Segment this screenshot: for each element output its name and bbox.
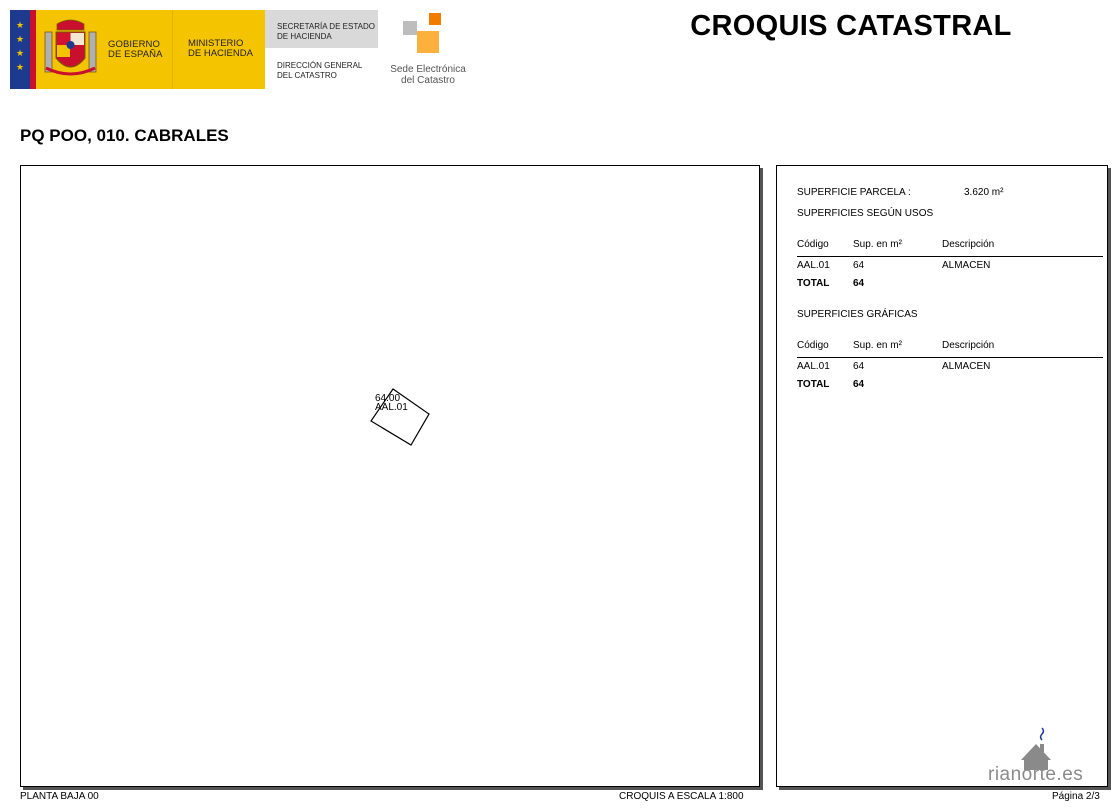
eu-flag-strip bbox=[10, 10, 30, 89]
gobierno-line2: DE ESPAÑA bbox=[108, 49, 163, 60]
direccion-line2: DEL CATASTRO bbox=[277, 71, 337, 80]
graficas-row-sup: 64 bbox=[853, 361, 865, 372]
coat-of-arms-icon bbox=[43, 18, 98, 82]
usos-header-sup: Sup. en m² bbox=[853, 239, 902, 250]
graficas-header-sup: Sup. en m² bbox=[853, 340, 902, 351]
usos-row-codigo: AAL.01 bbox=[797, 260, 830, 271]
graficas-header-desc: Descripción bbox=[942, 340, 995, 351]
parcel-surface-value: 3.620 m² bbox=[964, 187, 1004, 198]
sede-electronica-text bbox=[380, 64, 476, 86]
footer-scale: CROQUIS A ESCALA 1:800 bbox=[619, 791, 744, 802]
sede-line1: Sede Electrónica bbox=[390, 64, 466, 75]
usos-section-title: SUPERFICIES SEGÚN USOS bbox=[797, 208, 934, 219]
surface-info-panel bbox=[776, 165, 1108, 787]
sede-electronica-logo-icon bbox=[403, 13, 445, 55]
footer-floor: PLANTA BAJA 00 bbox=[20, 791, 99, 802]
graficas-row-desc: ALMACEN bbox=[942, 361, 991, 372]
graficas-header-codigo: Código bbox=[797, 340, 829, 351]
secretaria-line2: DE HACIENDA bbox=[277, 32, 332, 41]
graficas-header-rule bbox=[797, 357, 1103, 358]
graficas-row-codigo: AAL.01 bbox=[797, 361, 830, 372]
usos-row-desc: ALMACEN bbox=[942, 260, 991, 271]
direccion-general-text bbox=[277, 61, 362, 81]
ministerio-line2: DE HACIENDA bbox=[188, 48, 253, 59]
usos-header-desc: Descripción bbox=[942, 239, 995, 250]
map-frame bbox=[20, 165, 760, 787]
usos-row-sup: 64 bbox=[853, 260, 865, 271]
secretaria-line1: SECRETARÍA DE ESTADO bbox=[277, 22, 375, 31]
usos-total-value: 64 bbox=[853, 278, 865, 289]
gobierno-espana-text bbox=[108, 40, 163, 60]
logo-separator bbox=[172, 10, 173, 89]
secretaria-text bbox=[277, 22, 375, 42]
ministerio-text bbox=[188, 39, 253, 59]
graficas-section-title: SUPERFICIES GRÁFICAS bbox=[797, 309, 918, 320]
direccion-line1: DIRECCIÓN GENERAL bbox=[277, 61, 363, 70]
usos-header-rule bbox=[797, 256, 1103, 257]
parcel-sketch bbox=[21, 166, 759, 786]
parcel-surface-label: SUPERFICIE PARCELA : bbox=[797, 187, 911, 198]
rianorte-watermark-text: rianorte.es bbox=[988, 764, 1084, 785]
usos-total-label: TOTAL bbox=[797, 278, 830, 289]
gobierno-line1: GOBIERNO bbox=[108, 39, 161, 50]
area-label: 64.00 bbox=[375, 393, 401, 404]
ministerio-line1: MINISTERIO bbox=[188, 38, 244, 49]
eu-stars-icon: ★ ★ ★ ★ bbox=[15, 20, 25, 72]
footer-page: Página 2/3 bbox=[1052, 791, 1100, 802]
document-title: CROQUIS CATASTRAL bbox=[690, 10, 1012, 42]
graficas-total-value: 64 bbox=[853, 379, 865, 390]
code-label: AAL.01 bbox=[375, 402, 408, 413]
sede-line2: del Catastro bbox=[401, 75, 455, 86]
usos-header-codigo: Código bbox=[797, 239, 829, 250]
graficas-total-label: TOTAL bbox=[797, 379, 830, 390]
parcel-address: PQ POO, 010. CABRALES bbox=[20, 126, 229, 145]
